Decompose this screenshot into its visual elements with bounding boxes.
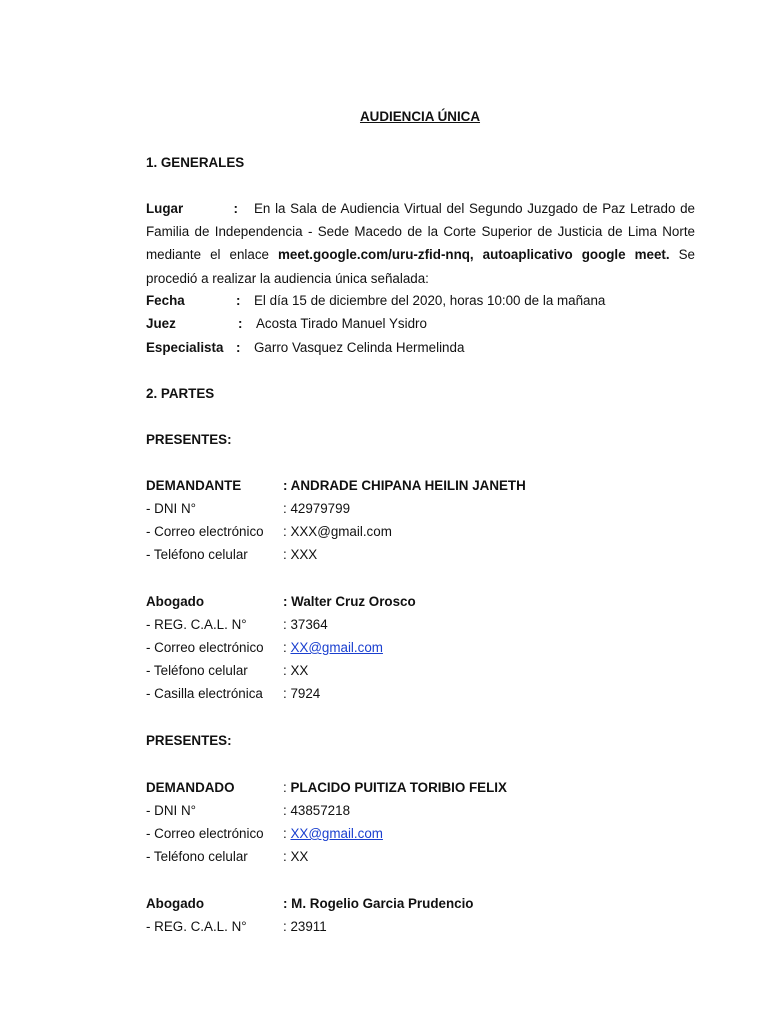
demandante-dni-label: - DNI N° [146, 501, 196, 516]
section-partes-heading: 2. PARTES [146, 386, 215, 401]
demandado-correo-label: - Correo electrónico [146, 826, 264, 841]
presentes-heading-2: PRESENTES: [146, 733, 232, 748]
lugar-paragraph [146, 197, 695, 290]
demandado-telefono-label: - Teléfono celular [146, 849, 248, 864]
email-link[interactable]: XX@gmail.com [290, 826, 383, 841]
abogado-demandante-telefono-value: : XX [283, 663, 309, 678]
especialista-value: Garro Vasquez Celinda Hermelinda [254, 340, 465, 355]
demandante-label: DEMANDANTE [146, 478, 242, 493]
fecha-value: El día 15 de diciembre del 2020, horas 10:00 de la mañana [254, 293, 606, 308]
demandado-name: : PLACIDO PUITIZA TORIBIO FELIX [283, 780, 507, 795]
fecha-colon: : [236, 293, 241, 308]
juez-label: Juez [146, 316, 176, 331]
abogado-demandante-correo-label: - Correo electrónico [146, 640, 264, 655]
lugar-text-after: Se procedió a realizar la audiencia única señalada: [146, 247, 696, 286]
especialista-label: Especialista [146, 340, 224, 355]
fecha-label: Fecha [146, 293, 185, 308]
demandado-correo: : XX@gmail.com [283, 826, 383, 841]
juez-value: Acosta Tirado Manuel Ysidro [256, 316, 427, 331]
abogado-demandante-reg-value: : 37364 [283, 617, 328, 632]
email-link[interactable]: XX@gmail.com [290, 640, 383, 655]
demandante-correo-label: - Correo electrónico [146, 524, 264, 539]
abogado-demandado-reg-value: : 23911 [283, 919, 327, 934]
especialista-colon: : [236, 340, 241, 355]
abogado-demandante-name: : Walter Cruz Orosco [283, 594, 416, 609]
juez-colon: : [238, 316, 243, 331]
section-generales-heading: 1. GENERALES [146, 155, 245, 170]
demandante-telefono-label: - Teléfono celular [146, 547, 248, 562]
abogado-demandado-reg-label: - REG. C.A.L. N° [146, 919, 247, 934]
demandante-correo-value: : XXX@gmail.com [283, 524, 392, 539]
abogado-demandante-correo: : XX@gmail.com [283, 640, 383, 655]
lugar-label: Lugar : [146, 201, 238, 216]
demandado-label: DEMANDADO [146, 780, 235, 795]
document-title: AUDIENCIA ÚNICA [359, 109, 481, 124]
demandante-dni-value: : 42979799 [283, 501, 351, 516]
demandante-name: : ANDRADE CHIPANA HEILIN JANETH [283, 478, 526, 493]
abogado-demandante-casilla-value: : 7924 [283, 686, 321, 701]
abogado-demandante-label: Abogado [146, 594, 205, 609]
demandado-dni-label: - DNI N° [146, 803, 196, 818]
demandado-telefono-value: : XX [283, 849, 309, 864]
abogado-demandado-name: : M. Rogelio Garcia Prudencio [283, 896, 474, 911]
abogado-demandado-label: Abogado [146, 896, 205, 911]
presentes-heading: PRESENTES: [146, 432, 232, 447]
demandante-telefono-value: : XXX [283, 547, 318, 562]
abogado-demandante-casilla-label: - Casilla electrónica [146, 686, 263, 701]
abogado-demandante-reg-label: - REG. C.A.L. N° [146, 617, 247, 632]
demandado-dni-value: : 43857218 [283, 803, 351, 818]
meet-link-text: meet.google.com/uru-zfid-nnq, autoaplicativo google meet. [278, 247, 670, 263]
abogado-demandante-telefono-label: - Teléfono celular [146, 663, 248, 678]
lugar-text: En la Sala de Audiencia Virtual del Segundo Juzgado de Paz Letrado de Familia de Independencia - Sede Macedo de la Corte Superior de Justicia de Lima Norte mediante el enlace [146, 201, 695, 263]
